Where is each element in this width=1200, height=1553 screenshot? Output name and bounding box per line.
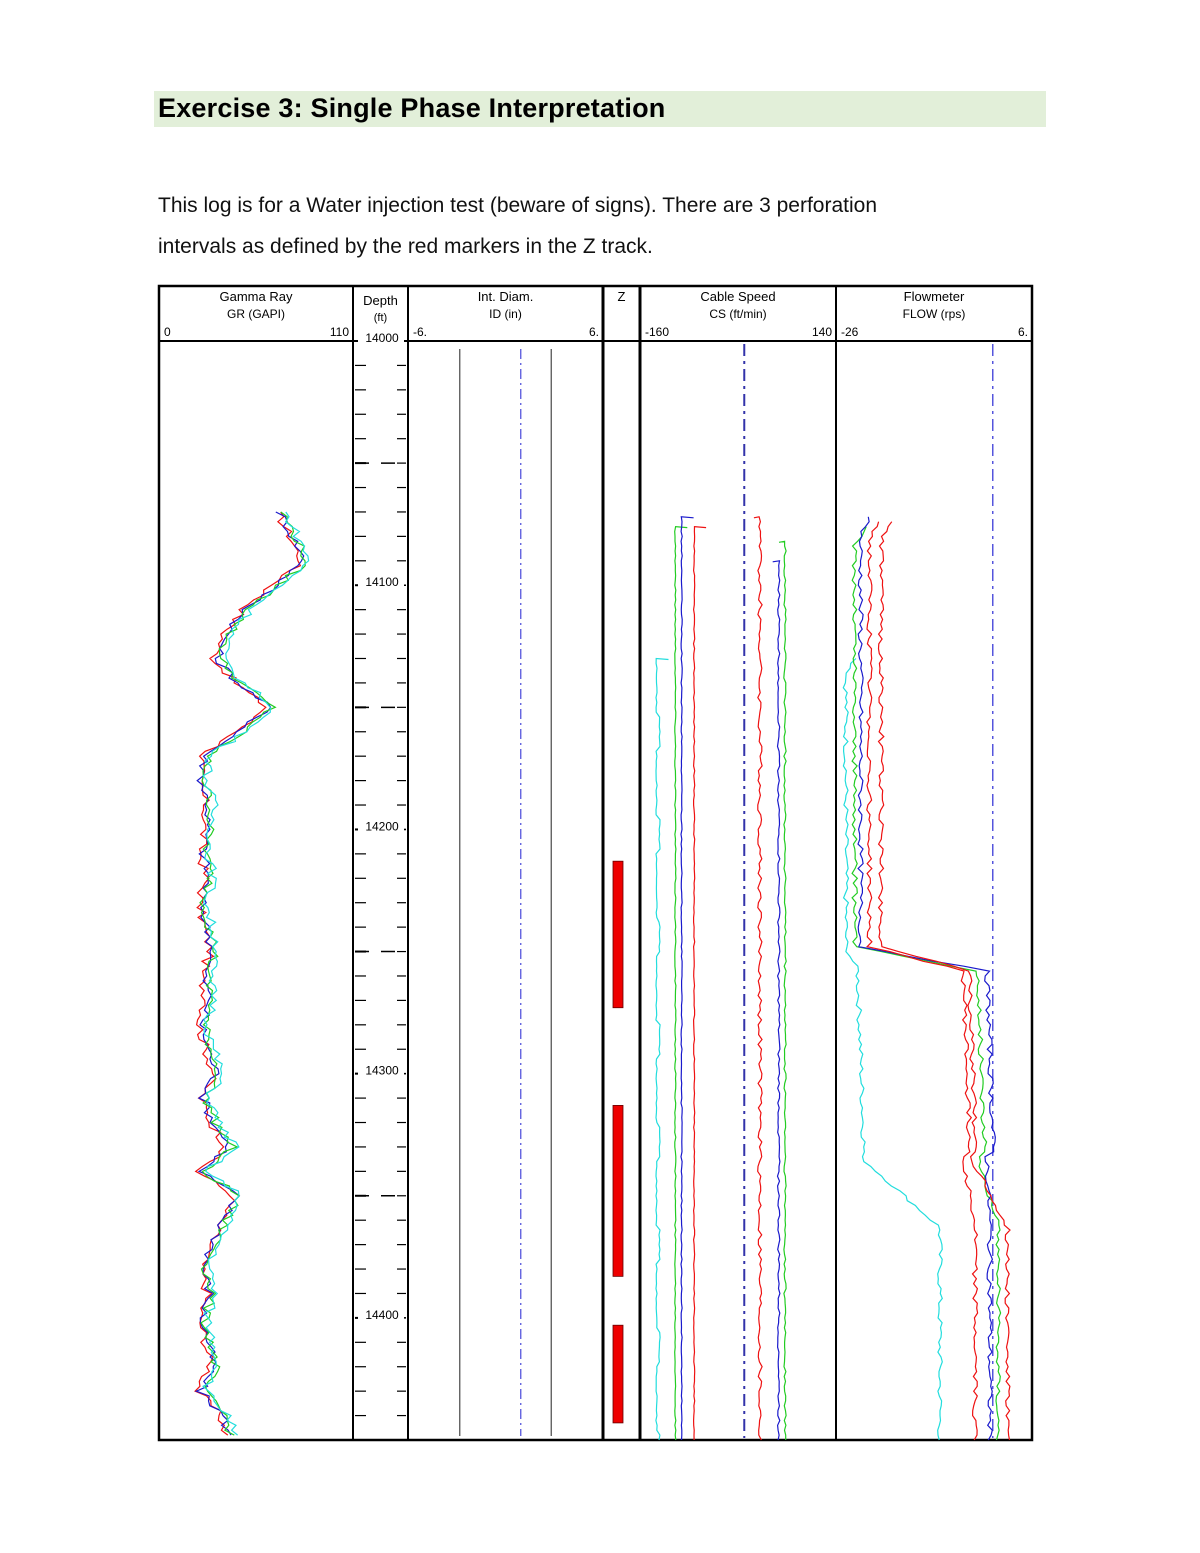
gamma-ray-track <box>195 512 309 1435</box>
depth-label: 14200 <box>365 819 399 834</box>
flowmeter-pass-5 <box>879 522 1011 1440</box>
track-max-label: 140 <box>811 325 832 339</box>
track-mnemonic: GR (GAPI) <box>226 307 286 321</box>
track-min-label: -6. <box>413 325 428 339</box>
track-max-label: 6. <box>588 325 599 339</box>
flowmeter-pass-1 <box>843 659 942 1441</box>
depth-track <box>355 330 406 1440</box>
flowmeter-track <box>843 344 1010 1440</box>
log-frame <box>159 286 1032 1440</box>
page-heading: Exercise 3: Single Phase Interpretation <box>158 93 666 123</box>
depth-header-unit: (ft) <box>373 312 388 324</box>
track-max-label: 110 <box>329 325 349 339</box>
intro-line-2: intervals as defined by the red markers in the Z track. <box>158 235 653 258</box>
track-mnemonic: ID (in) <box>489 307 522 321</box>
flowmeter-pass-2 <box>852 527 1001 1440</box>
track-mnemonic: CS (ft/min) <box>709 307 767 321</box>
perforation-marker-3 <box>613 1325 623 1423</box>
cable-speed-pass-1 <box>656 659 669 1441</box>
cable-speed-track <box>656 344 786 1440</box>
log-outline <box>159 286 1032 1440</box>
log-header <box>164 289 1028 339</box>
intro-line-1: This log is for a Water injection test (beware of signs). There are 3 perforation <box>158 194 877 217</box>
depth-label: 14400 <box>365 1307 399 1322</box>
flowmeter-pass-3 <box>858 517 995 1440</box>
track-title: Gamma Ray <box>219 289 293 304</box>
depth-header-title: Depth <box>363 293 398 308</box>
z-header-title: Z <box>617 289 626 304</box>
depth-label: 14000 <box>365 331 399 345</box>
perforation-marker-1 <box>613 861 623 1008</box>
track-title: Flowmeter <box>903 289 965 304</box>
track-min-label: -26 <box>841 325 859 339</box>
gamma-ray-pass-3 <box>200 512 305 1435</box>
track-min-label: -160 <box>645 325 670 339</box>
track-mnemonic: FLOW (rps) <box>902 307 966 321</box>
track-title: Int. Diam. <box>477 289 534 304</box>
internal-diameter-track <box>460 349 552 1436</box>
track-title: Cable Speed <box>700 289 776 304</box>
cable-speed-pass-5 <box>754 517 762 1440</box>
cable-speed-pass-4 <box>694 527 707 1440</box>
cable-speed-pass-3 <box>681 517 694 1440</box>
track-max-label: 6. <box>1017 325 1028 339</box>
depth-label: 14100 <box>365 575 399 590</box>
z-track <box>613 861 623 1423</box>
cable-speed-pass-6 <box>773 561 780 1440</box>
flowmeter-pass-4 <box>867 522 978 1440</box>
depth-label: 14300 <box>365 1063 399 1078</box>
cable-speed-pass-7 <box>779 541 786 1440</box>
perforation-marker-2 <box>613 1105 623 1276</box>
track-min-label: 0 <box>164 325 171 339</box>
gamma-ray-pass-1 <box>195 512 300 1435</box>
